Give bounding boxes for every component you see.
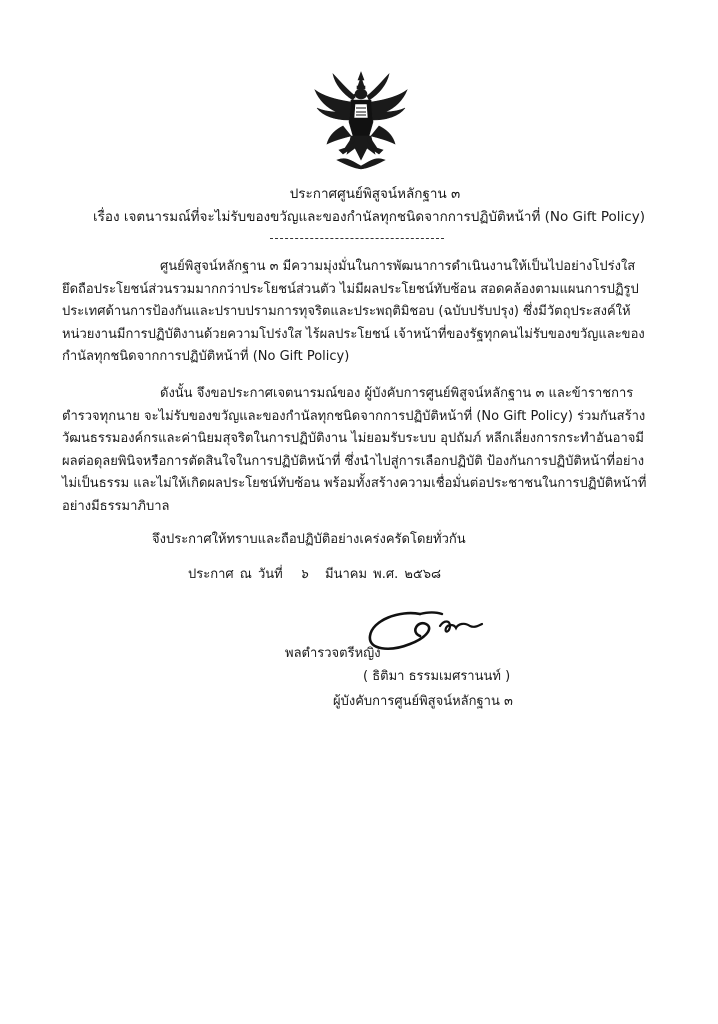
paragraph-line: อย่างมีธรรมาภิบาล bbox=[62, 498, 170, 514]
paragraph-line: ยึดถือประโยชน์ส่วนรวมมากกว่าประโยชน์ส่วนตัว ไม่มีผลประโยชน์ทับซ้อน สอดคล้องตามแผนการปฏิรูป bbox=[62, 281, 639, 297]
paragraph-line: ไม่เป็นธรรม และไม่ให้เกิดผลประโยชน์ทับซ้อน พร้อมทั้งสร้างความเชื่อมั่นต่อประชาชนในการปฏิบัติหน้าที่ bbox=[62, 476, 647, 492]
signer-name: ( ธิติมา ธรรมเมศรานนท์ ) bbox=[363, 669, 511, 684]
closing-statement: จึงประกาศให้ทราบและถือปฏิบัติอย่างเคร่งครัดโดยทั่วกัน bbox=[152, 532, 466, 547]
paragraph-line: กำนัลทุกชนิดจากการปฏิบัติหน้าที่ (No Gift Policy) bbox=[62, 349, 350, 365]
paragraph-line: ตำรวจทุกนาย จะไม่รับของขวัญและของกำนัลทุกชนิดจากการปฏิบัติหน้าที่ (No Gift Policy) ร่วมกันสร้าง bbox=[62, 408, 646, 424]
date-day: ๖ bbox=[299, 567, 308, 582]
announcement-date bbox=[188, 563, 441, 584]
date-prefix: ประกาศ ณ วันที่ bbox=[188, 567, 283, 582]
announcement-subject: เรื่อง เจตนารมณ์ที่จะไม่รับของขวัญและของกำนัลทุกชนิดจากการปฏิบัติหน้าที่ (No Gift Policy) bbox=[93, 209, 645, 225]
signer-position: ผู้บังคับการศูนย์พิสูจน์หลักฐาน ๓ bbox=[333, 694, 513, 709]
paragraph-line: ศูนย์พิสูจน์หลักฐาน ๓ มีความมุ่งมั่นในการพัฒนาการดำเนินงานให้เป็นไปอย่างโปร่งใส bbox=[160, 259, 636, 274]
paragraph-line: ผลต่อดุลยพินิจหรือการตัดสินใจในการปฏิบัติหน้าที่ ซึ่งนำไปสู่การเลือกปฏิบัติ ป้องกันการปฏิบัติหน้าที่อย่าง bbox=[62, 453, 645, 469]
garuda-emblem bbox=[313, 70, 409, 170]
signer-rank: พลตำรวจตรีหญิง bbox=[285, 646, 381, 661]
paragraph-line: หน่วยงานมีการปฏิบัติงานด้วยความโปร่งใส ไร้ผลประโยชน์ เจ้าหน้าที่ของรัฐทุกคนไม่รับของขวัญและของ bbox=[62, 326, 645, 342]
paragraph-1 bbox=[62, 256, 645, 369]
paragraph-line: วัฒนธรรมองค์กรและค่านิยมสุจริตในการปฏิบัติงาน ไม่ยอมรับระบบ อุปถัมภ์ หลีกเลี่ยงการกระทำอันอาจมี bbox=[62, 431, 644, 447]
paragraph-line: ดังนั้น จึงขอประกาศเจตนารมณ์ของ ผู้บังคับการศูนย์พิสูจน์หลักฐาน ๓ และข้าราชการ bbox=[160, 386, 634, 401]
paragraph-line: ประเทศด้านการป้องกันและปราบปรามการทุจริตและประพฤติมิชอบ (ฉบับปรับปรุง) ซึ่งมีวัตถุประสงค์ให้ bbox=[62, 304, 631, 320]
announcement-title: ประกาศศูนย์พิสูจน์หลักฐาน ๓ bbox=[289, 186, 461, 202]
paragraph-2 bbox=[62, 383, 646, 519]
date-suffix: มีนาคม พ.ศ. ๒๕๖๘ bbox=[325, 567, 442, 582]
title-divider bbox=[270, 238, 444, 239]
